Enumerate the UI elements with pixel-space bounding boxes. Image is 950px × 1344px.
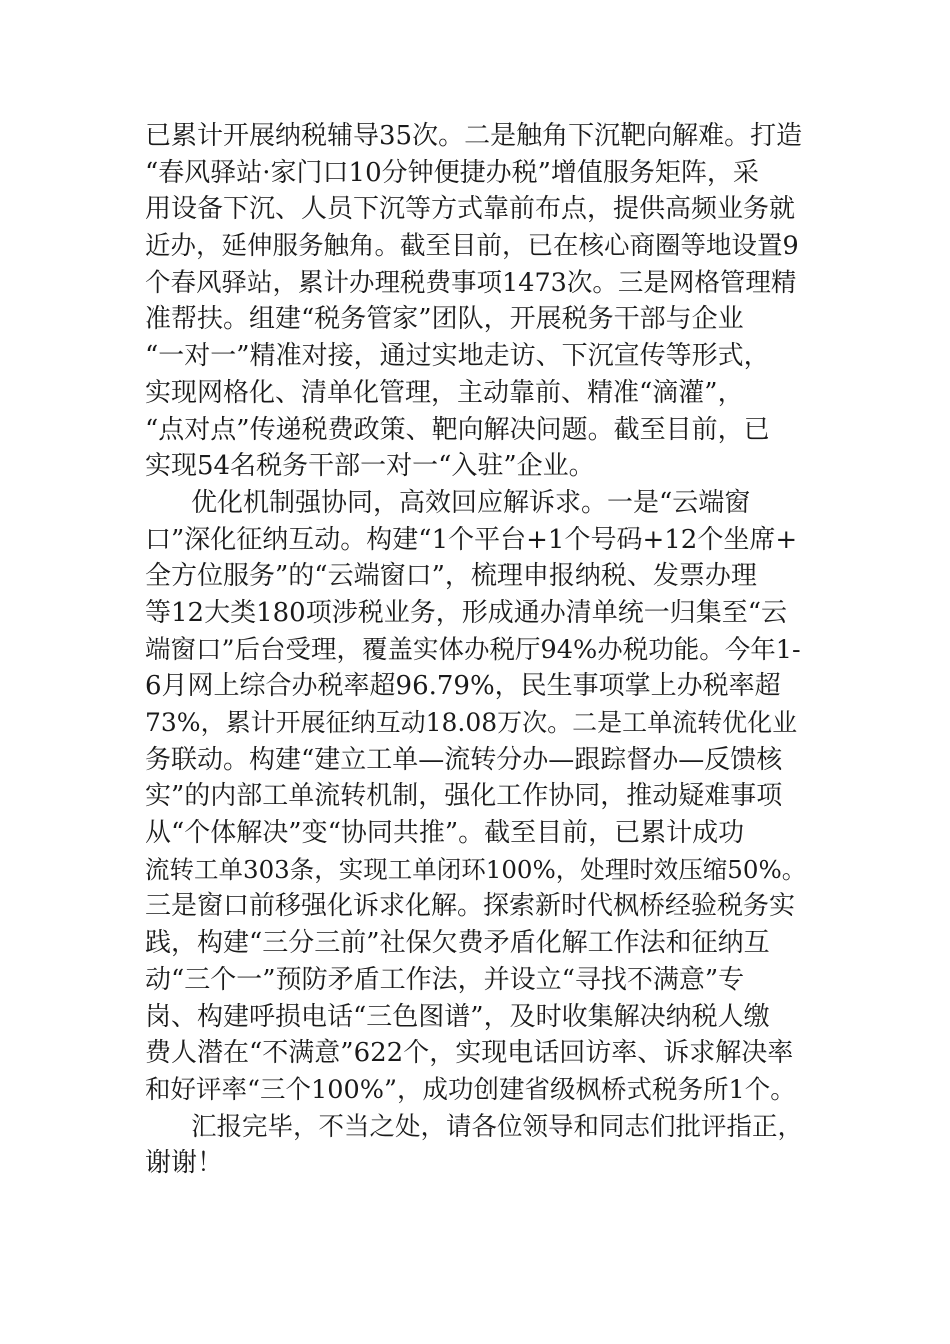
text-line: 和好评率“三个100%”，成功创建省级枫桥式税务所1个。 [145, 1074, 796, 1105]
text-line: 实现54名税务干部一对一“入驻”企业。 [145, 451, 595, 482]
text-line: “点对点”传递税费政策、靶向解决问题。截至目前，已 [145, 414, 770, 445]
text-line: 务联动。构建“建立工单—流转分办—跟踪督办—反馈核 [145, 744, 783, 775]
text-line: “一对一”精准对接，通过实地走访、下沉宣传等形式， [145, 341, 770, 372]
text-line: 已累计开展纳税辅导35次。二是触角下沉靶向解难。打造 [145, 121, 803, 151]
text-line: 个春风驿站，累计办理税费事项1473次。三是网格管理精 [145, 267, 797, 298]
text-line: 端窗口”后台受理，覆盖实体办税厅94%办税功能。今年1- [145, 634, 801, 665]
text-line: 6月网上综合办税率超96.79%，民生事项掌上办税率超 [145, 671, 781, 702]
text-line: 全方位服务”的“云端窗口”，梳理申报纳税、发票办理 [145, 561, 757, 592]
text-line: 准帮扶。组建“税务管家”团队，开展税务干部与企业 [145, 304, 744, 335]
text-line: 用设备下沉、人员下沉等方式靠前布点，提供高频业务就 [145, 194, 796, 225]
text-line: 口”深化征纳互动。构建“1个平台+1个号码+12个坐席+ [145, 524, 798, 555]
text-line: 73%，累计开展征纳互动18.08万次。二是工单流转优化业 [145, 708, 798, 737]
text-line: 岗、构建呼损电话“三色图谱”，及时收集解决纳税人缴 [145, 1001, 770, 1032]
text-line: 实”的内部工单流转机制，强化工作协同，推动疑难事项 [145, 781, 783, 812]
document-body [145, 118, 805, 1182]
text-line: “春风驿站·家门口10分钟便捷办税”增值服务矩阵，采 [145, 157, 759, 188]
text-line: 实现网格化、清单化管理，主动靠前、精准“滴灌”， [145, 377, 744, 408]
text-line: 从“个体解决”变“协同共推”。截至目前，已累计成功 [145, 818, 745, 849]
paragraph-start-line: 优化机制强协同，高效回应解诉求。一是“云端窗 [191, 487, 751, 518]
text-line: 近办，延伸服务触角。截至目前，已在核心商圈等地设置9 [145, 231, 799, 262]
text-line: 流转工单303条，实现工单闭环100%，处理时效压缩50%。 [145, 854, 807, 884]
text-line: 三是窗口前移强化诉求化解。探索新时代枫桥经验税务实 [145, 891, 796, 922]
text-line: 费人潜在“不满意”622个，实现电话回访率、诉求解决率 [145, 1038, 794, 1069]
text-line: 谢谢！ [145, 1148, 224, 1179]
text-line: 等12大类180项涉税业务，形成通办清单统一归集至“云 [145, 597, 788, 628]
text-line: 动“三个一”预防矛盾工作法，并设立“寻找不满意”专 [145, 964, 745, 995]
text-line: 践，构建“三分三前”社保欠费矛盾化解工作法和征纳互 [145, 928, 770, 959]
paragraph-start-line: 汇报完毕，不当之处，请各位领导和同志们批评指正， [191, 1111, 804, 1142]
